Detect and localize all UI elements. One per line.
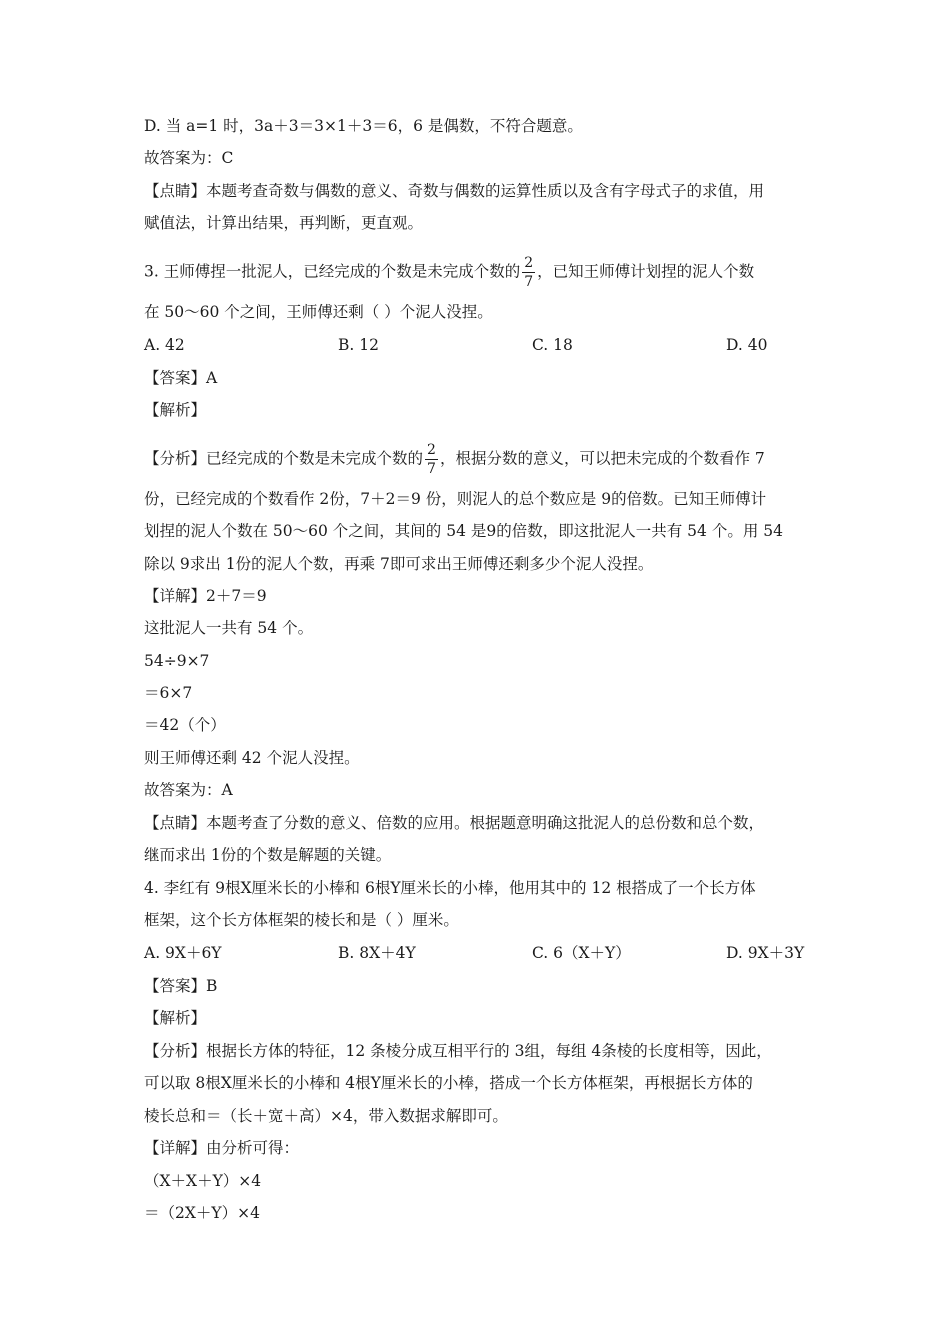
analysis-line: 棱长总和＝（长＋宽＋高）×4，带入数据求解即可。: [144, 1107, 508, 1125]
question-3-text-b: ，已知王师傅计划捏的泥人个数: [537, 262, 755, 281]
fraction-numerator: 2: [427, 442, 436, 458]
fraction-numerator: 2: [524, 255, 534, 271]
fraction-two-sevenths: [425, 443, 438, 476]
analysis-line: 可以取 8根X厘米长的小棒和 4根Y厘米长的小棒，搭成一个长方体框架，再根据长方体的: [144, 1074, 753, 1092]
q4-option-a: A. 9X＋6Y: [144, 944, 222, 962]
q4-option-d: D. 9X＋3Y: [726, 944, 805, 962]
answer-label: 【答案】B: [144, 977, 218, 995]
q3-option-d: D. 40: [726, 336, 768, 354]
detail-line: 54÷9×7: [144, 652, 210, 670]
comment-line: 赋值法，计算出结果，再判断，更直观。: [144, 214, 424, 232]
analysis-label: 【解析】: [144, 401, 207, 419]
comment-line: 继而求出 1份的个数是解题的关键。: [144, 846, 392, 864]
q4-option-b: B. 8X＋4Y: [338, 944, 416, 962]
analysis-line: [144, 443, 765, 476]
detail-line: 【详解】2＋7＝9: [144, 587, 267, 605]
comment-line: 【点睛】本题考查奇数与偶数的意义、奇数与偶数的运算性质以及含有字母式子的求值，用: [144, 182, 765, 200]
detail-line: ＝6×7: [144, 684, 193, 702]
question-4-stem-cont: 框架，这个长方体框架的棱长和是（ ）厘米。: [144, 911, 459, 929]
detail-line: （X＋X＋Y）×4: [144, 1172, 262, 1190]
detail-line: ＝42（个）: [144, 716, 226, 734]
analysis-line: 【分析】根据长方体的特征，12 条棱分成互相平行的 3组，每组 4条棱的长度相等，因此，: [144, 1042, 772, 1060]
answer-line: 故答案为：C: [144, 149, 234, 167]
detail-line: 则王师傅还剩 42 个泥人没捏。: [144, 749, 360, 767]
q4-option-c: C. 6（X＋Y）: [532, 944, 631, 962]
q3-option-c: C. 18: [532, 336, 573, 354]
analysis-line: 份，已经完成的个数看作 2份，7＋2＝9 份，则泥人的总个数应是 9的倍数。已知王师傅计: [144, 490, 767, 508]
question-4-stem: 4. 李红有 9根X厘米长的小棒和 6根Y厘米长的小棒，他用其中的 12 根搭成了一个长方体: [144, 879, 756, 897]
answer-label: 【答案】A: [144, 369, 218, 387]
detail-line: 这批泥人一共有 54 个。: [144, 619, 314, 637]
question-3-text-a: 3. 王师傅捏一批泥人，已经完成的个数是未完成个数的: [144, 262, 521, 281]
analysis-label: 【解析】: [144, 1009, 207, 1027]
answer-line: 故答案为：A: [144, 781, 233, 799]
analysis-text-b: ，根据分数的意义，可以把未完成的个数看作 7: [439, 449, 765, 468]
fraction-two-sevenths: [522, 256, 535, 289]
q3-option-b: B. 12: [338, 336, 379, 354]
q3-option-a: A. 42: [144, 336, 185, 354]
text-line: D. 当 a=1 时，3a＋3＝3×1＋3＝6，6 是偶数，不符合题意。: [144, 117, 583, 135]
question-3-stem: [144, 256, 754, 289]
detail-line: 【详解】由分析可得：: [144, 1139, 300, 1157]
analysis-line: 划捏的泥人个数在 50～60 个之间，其间的 54 是9的倍数，即这批泥人一共有 54 个。用 54: [144, 522, 783, 540]
question-3-stem-cont: 在 50～60 个之间，王师傅还剩（ ）个泥人没捏。: [144, 303, 493, 321]
detail-line: ＝（2X＋Y）×4: [144, 1204, 260, 1222]
analysis-text-a: 【分析】已经完成的个数是未完成个数的: [144, 449, 424, 468]
fraction-denominator: 7: [524, 274, 534, 290]
comment-line: 【点睛】本题考查了分数的意义、倍数的应用。根据题意明确这批泥人的总份数和总个数，: [144, 814, 765, 832]
analysis-line: 除以 9求出 1份的泥人个数，再乘 7即可求出王师傅还剩多少个泥人没捏。: [144, 555, 654, 573]
fraction-denominator: 7: [427, 461, 436, 477]
